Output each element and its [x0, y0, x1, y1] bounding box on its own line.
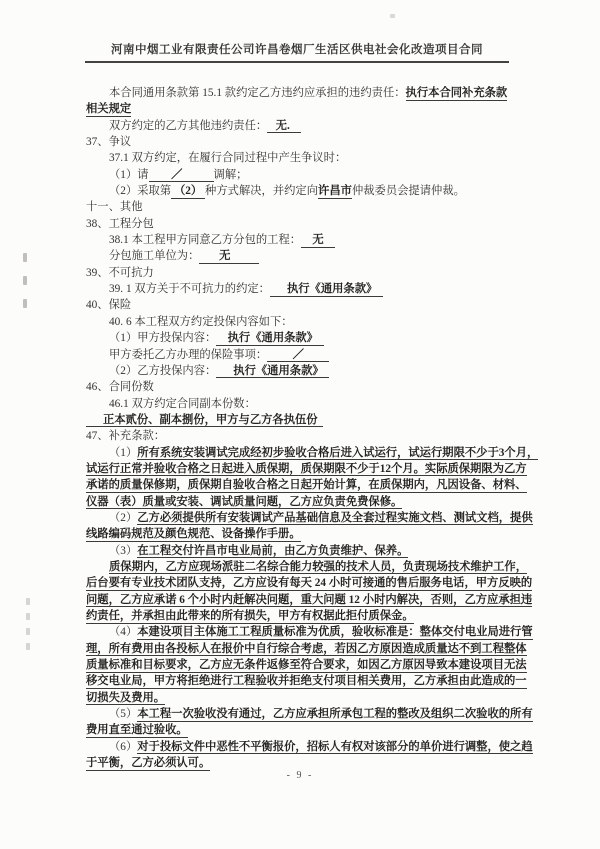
document-line — [86, 706, 533, 722]
margin-mark — [26, 598, 30, 650]
document-line — [86, 559, 527, 575]
text-segment: 38.1 本工程甲方同意乙方分包的工程： — [109, 234, 302, 247]
text-segment — [199, 250, 219, 264]
text-segment — [149, 169, 172, 183]
text-segment: 调解； — [213, 168, 248, 181]
text-segment: 移交电业局，甲方将拒绝进行工程验收并拒绝支付项目相关费用，乙方承担由此造成的一 — [86, 675, 527, 688]
text-segment: 种方式解决，并约定向 — [205, 185, 319, 198]
document-line — [86, 461, 527, 477]
margin-mark — [23, 253, 27, 308]
text-segment: 执行《通用条款》 — [286, 283, 378, 296]
document-body — [86, 85, 539, 771]
text-segment — [324, 365, 330, 379]
text-segment: 37.1 双方约定，在履行合同过程中产生争议时： — [109, 152, 347, 165]
text-segment: 乙方必须提供所有安装调试产品基础信息及全套过程实施文档、测试文档，提供 — [137, 511, 533, 524]
document-line — [86, 396, 522, 412]
text-segment: 费用直至通过验收。 — [86, 724, 188, 737]
text-segment: 仪器（表）质量或安装、调试质量问题，乙方应负责免费保修。 — [86, 495, 403, 508]
text-segment: 执行《通用条款》 — [227, 332, 319, 345]
document-line — [86, 363, 522, 379]
document-line — [86, 216, 522, 232]
document-line — [86, 739, 533, 755]
text-segment — [230, 250, 258, 264]
document-line — [86, 575, 533, 591]
text-segment: （1）请 — [109, 168, 149, 181]
text-segment: 在工程交付许昌市电业局前，由乙方负责维护、保养。 — [137, 544, 409, 557]
text-segment — [86, 414, 103, 428]
text-segment: 对于投标文件中恶性不平衡报价，招标人有权对该部分的单价进行调整，使之趋 — [137, 740, 533, 753]
text-segment: 仲裁委员会提请仲裁。 — [351, 185, 465, 198]
text-segment: 本工程一次验收没有通过，乙方应承担所承包工程的整改及组织二次验收的所有 — [137, 708, 533, 721]
text-segment: （2） — [171, 185, 206, 198]
text-segment: 双方约定的乙方其他违约责任： — [109, 119, 268, 132]
text-segment: 39、不可抗力 — [86, 266, 154, 279]
text-segment: 40. 6 本工程双方约定投保内容如下： — [109, 315, 293, 328]
document-line — [86, 183, 522, 199]
text-segment: （2）采取第 — [109, 185, 172, 198]
text-segment: 38、工程分包 — [86, 217, 154, 230]
text-segment: 47、补充条款： — [86, 430, 166, 443]
text-segment: 执行本合同补充条款 — [405, 87, 508, 99]
text-segment: ／ — [171, 168, 183, 181]
document-line — [86, 232, 522, 248]
document-line — [86, 592, 533, 608]
document-line — [86, 657, 527, 673]
document-line — [86, 690, 522, 706]
document-line — [86, 428, 522, 444]
document-line — [86, 477, 527, 493]
document-header-title: 河南中烟工业有限责任公司许昌卷烟厂生活区供电社会化改造项目合同 — [111, 44, 483, 56]
document-line — [86, 624, 533, 640]
text-segment — [270, 283, 287, 297]
text-segment: 线路编码规范及颜色规范、设备操作手册。 — [86, 528, 301, 541]
header-rule — [85, 61, 509, 63]
page-number: - 9 - — [286, 770, 314, 781]
text-segment: 正本贰份、副本捌份，甲方与乙方各执伍份 — [102, 413, 318, 426]
text-segment: 本合同通用条款第 15.1 款约定乙方违约应承担的违约责任： — [109, 87, 406, 99]
text-segment: 十一、其他 — [86, 201, 143, 214]
document-line — [86, 445, 539, 461]
text-segment: （4） — [109, 626, 138, 639]
document-line — [86, 641, 527, 657]
text-segment: （5） — [109, 708, 138, 721]
document-line — [86, 281, 522, 297]
text-segment: （1）甲方投保内容： — [109, 332, 217, 345]
text-segment: 46、合同份数 — [86, 381, 154, 394]
text-segment: 无 — [312, 234, 324, 247]
document-line — [86, 608, 522, 624]
text-segment: 质量标准和目标要求，乙方应无条件返修至符合要求，如因乙方原因导致本建设项目无法 — [86, 659, 527, 672]
text-segment — [318, 414, 324, 428]
document-line — [86, 134, 522, 150]
document-line — [86, 722, 522, 738]
text-segment: 40、保险 — [86, 299, 132, 312]
text-segment: 许昌市 — [318, 185, 352, 198]
document-line — [86, 199, 522, 215]
text-segment: 37、争议 — [86, 136, 132, 149]
document-line — [86, 412, 522, 428]
text-segment: 46.1 双方约定合同副本份数： — [109, 397, 256, 410]
text-segment: 承诺的质量保修期，质保期自验收合格之日起开始计算，在质保期内，凡因设备、材料、 — [86, 479, 527, 492]
document-line — [86, 297, 522, 313]
document-line — [86, 755, 522, 771]
text-segment: 无. — [275, 119, 290, 132]
text-segment: （2）乙方投保内容： — [109, 364, 217, 377]
document-line — [86, 543, 522, 559]
text-segment: 切损失及费用。 — [86, 691, 166, 704]
text-segment: 相关规定 — [86, 103, 132, 116]
text-segment — [324, 234, 335, 248]
text-segment: 分包施工单位为： — [109, 250, 200, 263]
text-segment: （1） — [109, 446, 138, 459]
text-segment: 本建设项目主体施工工程质量标准为优质，验收标准是：整体交付电业局进行管 — [137, 626, 533, 639]
text-segment: 无 — [219, 250, 231, 263]
text-segment — [301, 234, 312, 248]
text-segment: 后台要有专业技术团队支持，乙方应设有每天 24 小时可接通的售后服务电话，甲方反映的 — [86, 577, 533, 590]
text-segment: 甲方委托乙方办理的保险事项： — [109, 348, 268, 361]
text-segment: 约责任，并承担由此带来的所有损失，甲方有权据此拒付质保金。 — [86, 610, 414, 622]
scan-smudge — [390, 14, 395, 18]
text-segment: （3） — [109, 544, 138, 557]
document-line — [86, 673, 527, 689]
document-line — [86, 85, 522, 101]
text-segment — [304, 349, 329, 363]
text-segment: 所有系统安装调试完成经初步验收合格后进入试运行，试运行期限不少于3个月， — [137, 446, 539, 459]
document-line — [86, 494, 522, 510]
text-segment: 试运行正常并验收合格之日起进入质保期，质保期限不少于12个月。实际质保期限为乙方 — [86, 462, 527, 475]
document-line — [86, 330, 522, 346]
text-segment — [216, 332, 227, 346]
text-segment: 执行《通用条款》 — [233, 364, 324, 377]
text-segment: （2） — [109, 511, 138, 524]
text-segment — [318, 332, 324, 346]
text-segment: ／ — [292, 348, 304, 361]
document-line — [86, 248, 522, 264]
text-segment: 质保期内，乙方应现场派驻二名综合能力较强的技术人员，负责现场技术维护工作， — [109, 560, 527, 573]
text-segment: 于平衡，乙方必须认可。 — [86, 757, 211, 770]
document-line — [86, 379, 522, 395]
document-line — [86, 118, 522, 134]
text-segment — [216, 365, 233, 379]
text-segment — [267, 120, 275, 134]
text-segment: 39. 1 双方关于不可抗力的约定： — [109, 283, 270, 296]
document-line — [86, 167, 522, 183]
document-line — [86, 510, 533, 526]
text-segment: （6） — [109, 740, 138, 753]
document-line — [86, 347, 522, 363]
document-line — [86, 150, 522, 166]
text-segment — [377, 283, 383, 297]
document-line — [86, 526, 522, 542]
text-segment — [182, 169, 213, 183]
text-segment — [267, 349, 292, 363]
document-line — [86, 101, 522, 117]
text-segment: 理，所有费用由各投标人在报价中自行综合考虑，若因乙方原因造成质量达不到工程整体 — [86, 642, 527, 655]
document-line — [86, 265, 522, 281]
document-line — [86, 314, 522, 330]
text-segment: 问题，乙方应承诺 6 个小时内赶解决问题，重大问题 12 小时内解决，否则，乙方应承担违 — [86, 593, 533, 606]
text-segment — [290, 120, 301, 134]
